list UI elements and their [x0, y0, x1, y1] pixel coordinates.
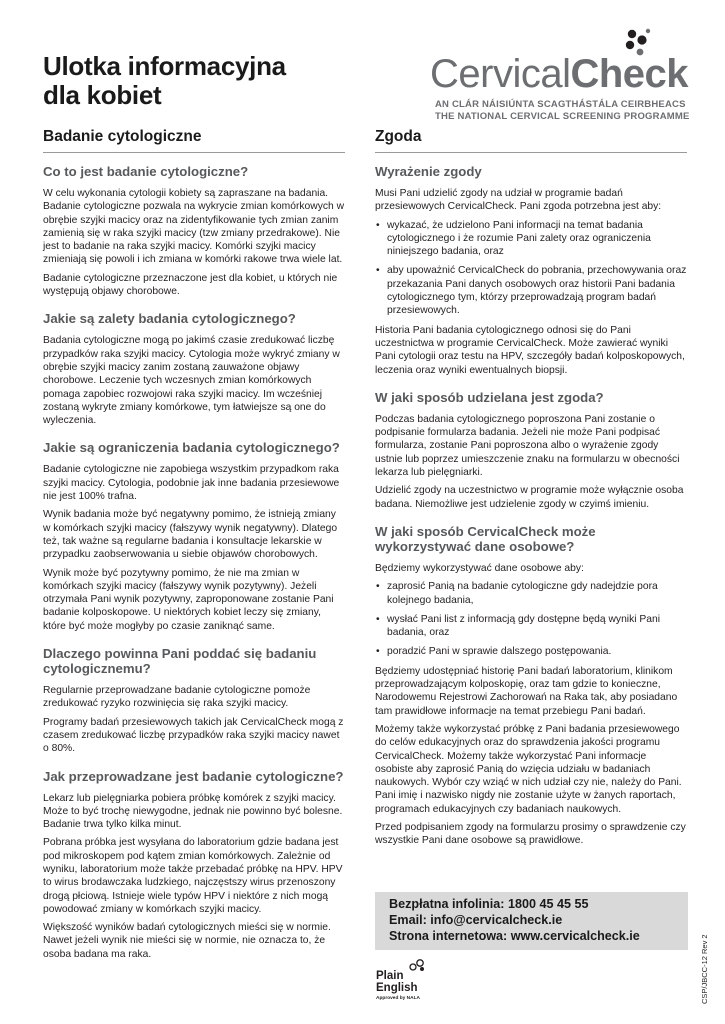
logo-subtitle-irish: AN CLÁR NÁISIÚNTA SCAGTHÁSTÁLA CEIRBHEACS [435, 99, 686, 110]
paragraph: Podczas badania cytologicznego poproszona Pani zostanie o podpisanie formularza badania. Jeżeli nie może Pani podpisać formularza, zostanie Pani poproszona albo o wyrażenie zgody ustnie lub poprzez umieszczenie znaku na formularzu w obecności lekarza lub pielęgniarki. [375, 413, 680, 479]
bullet-list [375, 219, 687, 318]
question-heading: Wyrażenie zgody [375, 164, 482, 179]
contact-box [375, 892, 688, 950]
paragraph: Regularnie przeprowadzane badanie cytologiczne pomoże zredukować ryzyko rozwinięcia się raka szyjki macicy. [43, 685, 311, 710]
paragraph: W celu wykonania cytologii kobiety są zapraszane na badania. Badanie cytologiczne pozwala na wykrycie zmian komórkowych w obrębie szyjki macicy oraz na zidentyfikowanie tych zmian zanim zamienią się w raka szyjki macicy (tzw zmiany przedrakowe). Nie jest to badanie na raka szyjki macicy. Komórki szyjki macicy zmieniają się powoli i ich zmiana w komórki rakowe trwa wiele lat. [43, 188, 345, 266]
question-heading: W jaki sposób udzielana jest zgoda? [375, 389, 604, 405]
title-line-2: dla kobiet [43, 80, 162, 110]
website-link[interactable]: Strona internetowa: www.cervicalcheck.ie [389, 929, 640, 943]
paragraph: Pobrana próbka jest wysyłana do laboratorium gdzie badana jest pod mikroskopem pod kątem zmian komórkowych. Zależnie od wyniku, laboratorium może także przebadać próbkę na HPV. HPV to wirus brodawczaka ludzkiego, najczęstszy wirus przenoszony drogą płciową. Istnieje wiele typów HPV i niektóre z nich mogą powodować zmiany w komórkach szyjki macicy. [43, 837, 343, 915]
plain-english-icon [408, 958, 426, 972]
paragraph: Musi Pani udzielić zgody na udział w programie badań przesiewowych CervicalCheck. Pani zgoda potrzebna jest aby: [375, 188, 662, 213]
english-word: English [376, 982, 418, 994]
paragraph: Większość wyników badań cytologicznych mieści się w normie. Nawet jeżeli wynik nie mieści się w normie, nie oznacza to, że osoba badana ma raka. [43, 922, 331, 960]
plain-word: Plain [376, 970, 404, 982]
paragraph: Będziemy wykorzystywać dane osobowe aby: [375, 562, 584, 574]
approved-by-nala: Approved by NALA [376, 996, 420, 1001]
section-benefits [43, 311, 345, 427]
plain-english-mark [376, 958, 436, 1008]
list-item: • wykazać, że udzielono Pani informacji na temat badania cytologicznego i że rozumie Pani zalety oraz ograniczenia niniejszego badania, oraz [375, 219, 687, 259]
list-item: • zaprosić Panią na badanie cytologiczne gdy nadejdzie pora kolejnego badania, [375, 580, 687, 607]
paragraph: Badanie cytologiczne nie zapobiega wszystkim przypadkom raka szyjki macicy. Cytologia, podobnie jak inne badania przesiewowe nie jest 100% trafna. [43, 464, 340, 503]
logo-wordmark [430, 50, 688, 98]
list-item: • aby upoważnić CervicalCheck do pobrania, przechowywania oraz przekazania Pani danych osobowych oraz historii Pani badania cytologicznego tym, którzy przeprowadzają program badań przesiewowych. [375, 264, 687, 317]
freephone-line: Bezpłatna infolinia: 1800 45 45 55 [389, 897, 589, 911]
question-heading: Dlaczego powinna Pani poddać się badaniu cytologicznemu? [43, 646, 317, 677]
section-why [43, 646, 345, 755]
page-title [43, 52, 343, 110]
list-item: • poradzić Pani w sprawie dalszego postępowania. [375, 645, 687, 658]
email-link[interactable]: Email: info@cervicalcheck.ie [389, 913, 563, 927]
paragraph: Badania cytologiczne mogą po jakimś czasie zredukować liczbę przypadków raka szyjki macicy. Cytologia może wykryć zmiany w obrębie szyjki macicy zanim zostaną zauważone objawy chorobowe. Leczenie tych wczesnych zmian komórkowych pomaga zapobiec rozwojowi raka szyjki macicy. Im wcześniej zostaną wykryte zmiany komórkowe, tym łatwiejsze są one do wyleczenia. [43, 335, 340, 427]
section-what-is [43, 164, 345, 298]
section-limitations [43, 440, 345, 633]
section-how-consent [375, 390, 687, 511]
question-heading: Jakie są zalety badania cytologicznego? [43, 311, 296, 327]
paragraph: Udzielić zgody na uczestnictwo w programie może wyłącznie osoba badana. Niemożliwe jest udzielenie zgody w czyimś imieniu. [375, 485, 684, 510]
document-code: CSP/JBCC-12 Rev 2 [700, 934, 709, 1004]
question-heading: Jak przeprowadzane jest badanie cytologiczne? [43, 768, 344, 784]
logo-word-check: Check [570, 52, 689, 96]
paragraph: Badanie cytologiczne przeznaczone jest dla kobiet, u których nie występują objawy chorobowe. [43, 272, 338, 298]
section-heading-cytology: Badanie cytologiczne [43, 128, 345, 153]
paragraph: Historia Pani badania cytologicznego odnosi się do Pani uczestnictwa w programie CervicalCheck. Może zawierać wyniki Pani cytologii oraz testu na HPV, szczegóły badań kolposkopowych, leczenia oraz wyniki ewentualnych biopsji. [375, 324, 685, 376]
paragraph: Wynik może być pozytywny pomimo, że nie ma zmian w komórkach szyjki macicy (fałszywy wynik pozytywny). Jeżeli otrzymała Pani wynik pozytywny, zaproponowane zostanie Pani badanie kolposkopowe. U niektórych kobiet leczy się zmiany, które być może mogłyby po czasie zaniknąć same. [43, 567, 334, 632]
section-personal-data [375, 524, 687, 848]
cervicalcheck-logo [430, 28, 690, 123]
paragraph: Wynik badania może być negatywny pomimo, że istnieją zmiany w komórkach szyjki macicy (fałszywy wynik negatywny). Dlatego też, tak ważne są regularne badania i konsultacje lekarskie w przypadku zaobserwowania u siebie objawów chorobowych. [43, 509, 338, 561]
question-heading: Jakie są ograniczenia badania cytologicznego? [43, 440, 340, 456]
right-column [375, 128, 687, 861]
paragraph: Lekarz lub pielęgniarka pobiera próbkę komórek z szyjki macicy. Może to być trochę niewygodne, jednak nie powinno być bolesne. Badanie trwa tylko kilka minut. [43, 792, 343, 831]
section-how [43, 769, 345, 962]
section-heading-consent: Zgoda [375, 128, 687, 153]
paragraph: Możemy także wykorzystać próbkę z Pani badania przesiewowego do celów edukacyjnych oraz do sprawdzenia jakości programu CervicalCheck. Możemy także wykorzystać Pani informacje osobiste aby zaprosić Panią do wzięcia udziału w badaniach naukowych. Wybór czy wziąć w nich udział czy nie, należy do Pani. Pani imię i nazwisko nigdy nie zostanie użyte w żanych raportach, programach edukacyjnych czy badaniach naukowych. [375, 723, 682, 815]
bullet-list [375, 580, 687, 658]
left-column [43, 128, 345, 974]
section-giving-consent [375, 164, 687, 377]
logo-subtitle-english: THE NATIONAL CERVICAL SCREENING PROGRAMME [435, 111, 690, 122]
logo-word-cervical: Cervical [430, 52, 571, 96]
question-heading: W jaki sposób CervicalCheck może wykorzystywać dane osobowe? [375, 523, 596, 554]
list-item: • wysłać Pani list z informacją gdy dostępne będą wyniki Pani badania, oraz [375, 613, 687, 640]
paragraph: Programy badań przesiewowych takich jak CervicalCheck mogą z czasem zredukować liczbę przypadków raka szyjki macicy nawet o 80%. [43, 716, 344, 755]
title-line-1: Ulotka informacyjna [43, 51, 286, 81]
paragraph: Przed podpisaniem zgody na formularzu prosimy o sprawdzenie czy wszystkie Pani dane osobowe są prawidłowe. [375, 821, 686, 847]
paragraph: Będziemy udostępniać historię Pani badań laboratorium, klinikom przeprowadzającym kolposkopię, oraz tam gdzie to konieczne, Narodowemu Rejestrowi Zachorowań na Raka tak, aby posiadano tam prawidłowe informacje na temat przebiegu Pani badań. [375, 665, 678, 717]
question-heading: Co to jest badanie cytologiczne? [43, 164, 249, 179]
